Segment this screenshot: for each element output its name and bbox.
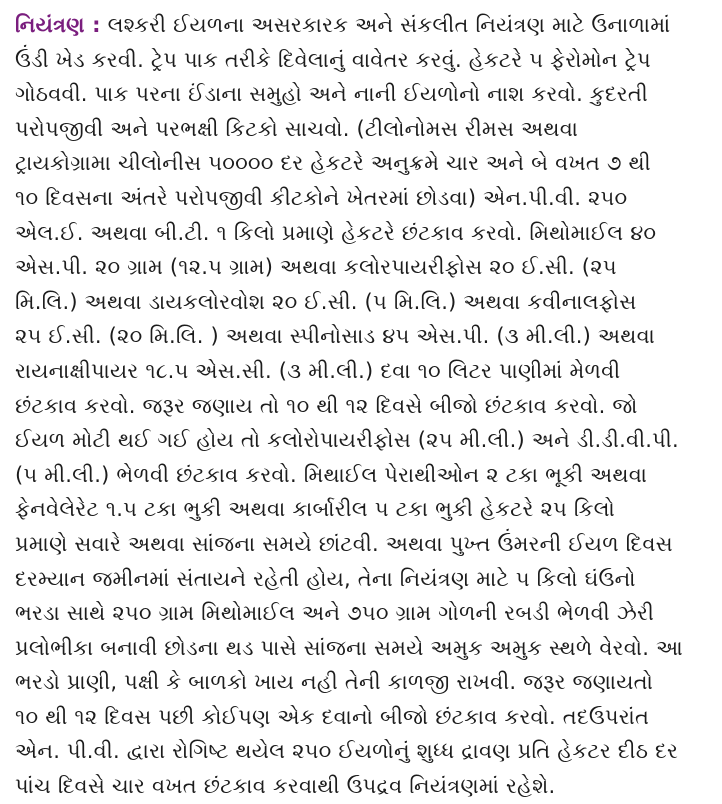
text-line: ભરડો પ્રાણી, પક્ષી કે બાળકો ખાય નહી તેની કાળજી રાખવી. જરૂર જણાયતો [15, 670, 654, 695]
section-heading: નિયંત્રણ : [15, 13, 101, 37]
text-line: ૧૦ થી ૧૨ દિવસ પછી કોઈપણ એક દવાનો બીજો છંટકાવ કરવો. તદઉપરાંત [15, 704, 650, 729]
text-line: પ્રલોભીકા બનાવી છોડના થડ પાસે સાંજના સમયે અમુક અમુક સ્થળે વેરવો. આ [15, 635, 683, 660]
text-line: ૨૫ ઈ.સી. (૨૦ મિ.લિ. ) અથવા સ્પીનોસાડ ૪૫ એસ.પી. (૩ મી.લી.) અથવા [15, 324, 656, 349]
first-line [15, 8, 715, 43]
text-line: ગોઠવવી. પાક પરના ઈંડાના સમુહો અને નાની ઈયળોનો નાશ કરવો. કુદરતી [15, 82, 648, 107]
text-line: ૧૦ દિવસના અંતરે પરોપજીવી કીટકોને ખેતરમાં છોડવા) એન.પી.વી. ૨૫૦ [15, 185, 628, 210]
body-paragraph [15, 8, 715, 804]
text-line: પરોપજીવી અને પરભક્ષી કિટકો સાચવો. (ટીલોનોમસ રીમસ અથવા [15, 116, 579, 141]
text-line: પ્રમાણે સવારે અથવા સાંજના સમયે છાંટવી. અથવા પુખ્ત ઉંમરની ઈયળ દિવસ [15, 531, 673, 556]
text-line: ઈયળ મોટી થઈ ગઈ હોય તો કલોરોપાયરીફોસ (૨૫ મી.લી.) અને ડી.ડી.વી.પી. [15, 428, 679, 453]
text-line: એન. પી.વી. દ્વારા રોગિષ્ટ થયેલ ૨૫૦ ઈયળોનું શુધ્ધ દ્રાવણ પ્રતિ હેકટર દીઠ દર [15, 739, 679, 764]
text-line: એલ.ઈ. અથવા બી.ટી. ૧ કિલો પ્રમાણે હેકટરે છંટકાવ કરવો. મિથોમાઈલ ૪૦ [15, 220, 657, 245]
text-line: ફેનવેલેરેટ ૧.૫ ટકા ભુકી અથવા કાર્બારીલ ૫ ટકા ભુકી હેકટરે ૨૫ કિલો [15, 497, 615, 522]
text-line: ઉંડી ખેડ કરવી. ટ્રેપ પાક તરીકે દિવેલાનું વાવેતર કરવું. હેકટરે ૫ ફેરોમોન ટ્રેપ [15, 47, 651, 72]
text-line: ટ્રાયકોગ્રામા ચીલોનીસ ૫૦૦૦૦ દર હેકટરે અનુક્રમે ચાર અને બે વખત ૭ થી [15, 151, 651, 176]
text-line: પાંચ દિવસે ચાર વખત છંટકાવ કરવાથી ઉપદ્રવ નિયંત્રણમાં રહેશે. [15, 774, 556, 799]
text-line: છંટકાવ કરવો. જરૂર જણાય તો ૧૦ થી ૧૨ દિવસે બીજો છંટકાવ કરવો. જો [15, 393, 638, 418]
text-line: મિ.લિ.) અથવા ડાયકલોરવોશ ૨૦ ઈ.સી. (૫ મિ.લિ.) અથવા કવીનાલફોસ [15, 289, 637, 314]
first-line-text: લશ્કરી ઈયળના અસરકારક અને સંકલીત નિયંત્રણ માટે ઉનાળામાં [100, 13, 671, 37]
text-line: (૫ મી.લી.) ભેળવી છંટકાવ કરવો. મિથાઈલ પેરાથીઓન ૨ ટકા ભૂકી અથવા [15, 462, 648, 487]
text-line: રાયનાક્ષીપાયર ૧૮.૫ એસ.સી. (૩ મી.લી.) દવા ૧૦ લિટર પાણીમાં મેળવી [15, 358, 621, 383]
text-line: દરમ્યાન જમીનમાં સંતાયને રહેતી હોય, તેના નિયંત્રણ માટે ૫ કિલો ઘંઉનો [15, 566, 636, 591]
text-line: ભરડા સાથે ૨૫૦ ગ્રામ મિથોમાઈલ અને ૭૫૦ ગ્રામ ગોળની રબડી ભેળવી ઝેરી [15, 601, 655, 626]
text-line: એસ.પી. ૨૦ ગ્રામ (૧૨.૫ ગ્રામ) અથવા કલોરપાયરીફોસ ૨૦ ઈ.સી. (૨૫ [15, 255, 617, 280]
